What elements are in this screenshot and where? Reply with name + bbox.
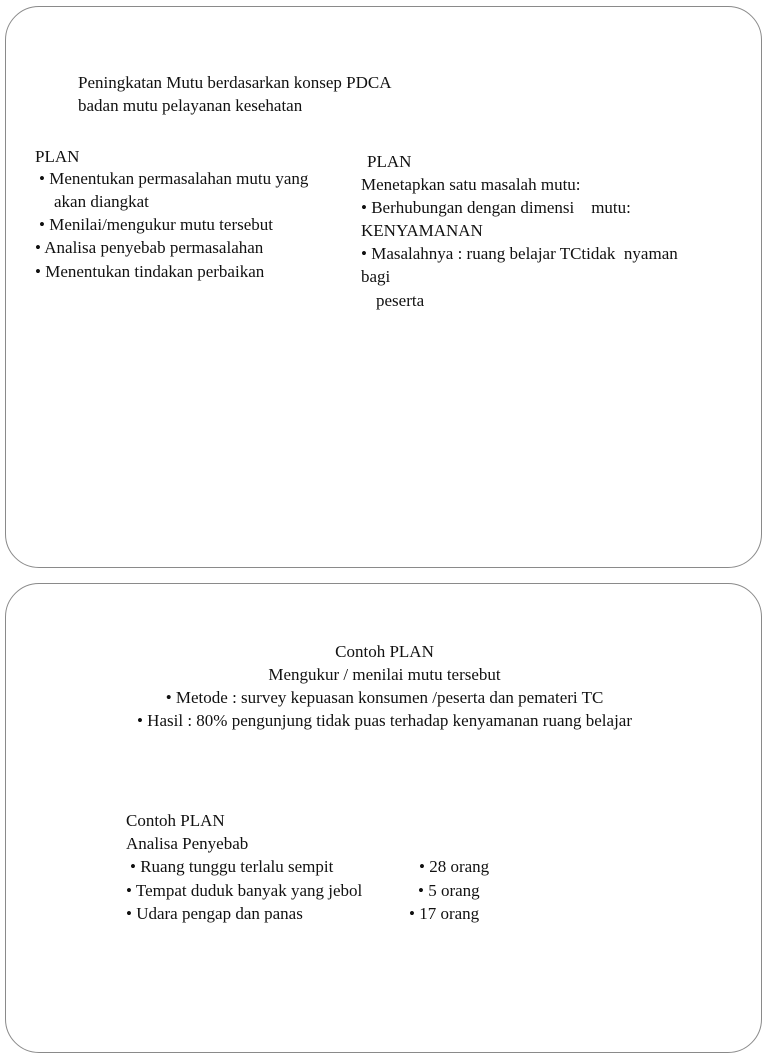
plan-step-item: • Menentukan tindakan perbaikan <box>35 262 265 281</box>
cause-label: • Udara pengap dan panas <box>126 904 303 923</box>
plan-step-item: • Analisa penyebab permasalahan <box>35 238 264 257</box>
plan-example-line: bagi <box>361 267 391 286</box>
slide-title-line-1: Peningkatan Mutu berdasarkan konsep PDCA <box>78 73 392 92</box>
analysis-heading: Contoh PLAN <box>126 811 225 830</box>
example-subheading: Mengukur / menilai mutu tersebut <box>268 665 501 684</box>
plan-heading-right: PLAN <box>367 152 412 171</box>
plan-example-line: Menetapkan satu masalah mutu: <box>361 175 581 194</box>
plan-example-line: • Masalahnya : ruang belajar TCtidak nyaman <box>361 244 678 263</box>
cause-count: • 5 orang <box>418 881 480 900</box>
analysis-subheading: Analisa Penyebab <box>126 834 249 853</box>
example-heading: Contoh PLAN <box>335 642 434 661</box>
plan-example-line: KENYAMANAN <box>361 221 483 240</box>
slide-1 <box>5 6 762 568</box>
cause-count: • 17 orang <box>409 904 480 923</box>
cause-label: • Tempat duduk banyak yang jebol <box>126 881 363 900</box>
plan-example-line: peserta <box>376 291 425 310</box>
plan-step-item: • Menilai/mengukur mutu tersebut <box>39 215 273 234</box>
method-line: • Metode : survey kepuasan konsumen /peserta dan pemateri TC <box>165 688 604 707</box>
plan-step-item: • Menentukan permasalahan mutu yang <box>39 169 309 188</box>
plan-example-line: • Berhubungan dengan dimensi mutu: <box>361 198 631 217</box>
plan-heading-left: PLAN <box>35 147 80 166</box>
cause-label: • Ruang tunggu terlalu sempit <box>130 857 334 876</box>
result-line: • Hasil : 80% pengunjung tidak puas terhadap kenyamanan ruang belajar <box>136 711 633 730</box>
cause-count: • 28 orang <box>419 857 490 876</box>
slide-title-line-2: badan mutu pelayanan kesehatan <box>78 96 303 115</box>
plan-step-item-continuation: akan diangkat <box>54 192 149 211</box>
slide-2 <box>5 583 762 1053</box>
